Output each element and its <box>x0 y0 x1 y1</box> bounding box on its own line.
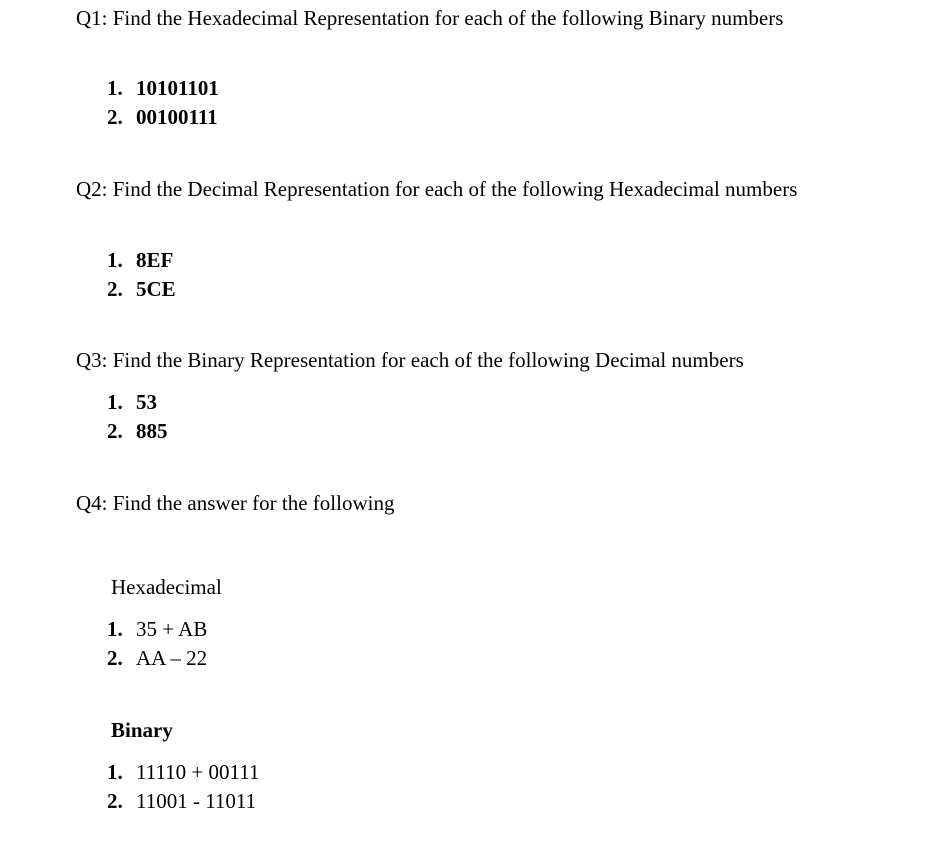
list-value: 5CE <box>136 277 176 301</box>
list-number: 1. <box>107 248 123 272</box>
question-4-text: Q4: Find the answer for the following <box>76 491 395 515</box>
question-1-list <box>107 74 219 132</box>
list-value: 35 + AB <box>136 617 208 641</box>
list-item <box>107 388 168 417</box>
list-value: 8EF <box>136 248 174 272</box>
list-value: 885 <box>136 419 168 443</box>
list-value: 10101101 <box>136 76 219 100</box>
list-item <box>107 74 219 103</box>
question-2-text: Q2: Find the Decimal Representation for each of the following Hexadecimal numbers <box>76 177 798 201</box>
list-item <box>107 644 207 673</box>
list-number: 2. <box>107 789 123 813</box>
list-number: 1. <box>107 390 123 414</box>
list-item <box>107 417 168 446</box>
list-value: 11110 + 00111 <box>136 760 260 784</box>
list-number: 2. <box>107 105 123 129</box>
list-value: 00100111 <box>136 105 218 129</box>
list-item <box>107 246 176 275</box>
list-number: 1. <box>107 617 123 641</box>
list-number: 1. <box>107 76 123 100</box>
list-value: 53 <box>136 390 157 414</box>
list-item <box>107 103 219 132</box>
list-item <box>107 758 259 787</box>
list-number: 1. <box>107 760 123 784</box>
question-1-text: Q1: Find the Hexadecimal Representation for each of the following Binary numbers <box>76 6 784 30</box>
list-value: 11001 - 11011 <box>136 789 257 813</box>
question-3-text: Q3: Find the Binary Representation for each of the following Decimal numbers <box>76 348 744 372</box>
list-item <box>107 615 207 644</box>
binary-heading: Binary <box>111 718 173 742</box>
list-value: AA – 22 <box>136 646 208 670</box>
hexadecimal-heading: Hexadecimal <box>111 575 222 599</box>
hexadecimal-list <box>107 615 207 673</box>
list-number: 2. <box>107 646 123 670</box>
question-2-list <box>107 246 176 304</box>
list-item <box>107 787 259 816</box>
question-3-list <box>107 388 168 446</box>
list-number: 2. <box>107 419 123 443</box>
list-item <box>107 275 176 304</box>
list-number: 2. <box>107 277 123 301</box>
binary-list <box>107 758 259 816</box>
